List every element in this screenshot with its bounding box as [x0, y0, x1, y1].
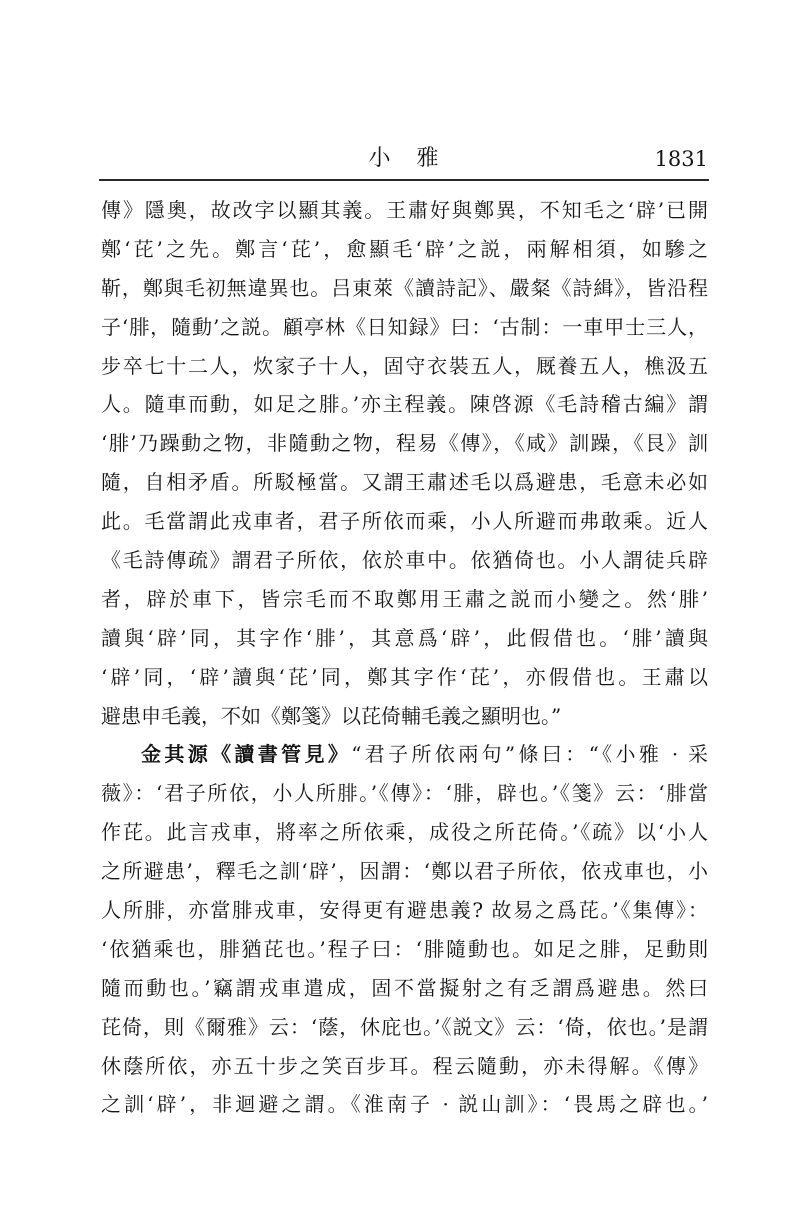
text-line: 薇》：‘君子所依，小人所腓。’《傳》：‘腓，辟也。’《箋》云：‘腓當	[101, 781, 708, 806]
text-line: 人所腓，亦當腓戎車，安得更有避患義? 故易之爲芘。’《集傳》：	[101, 898, 708, 923]
running-title: 小 雅	[368, 146, 441, 171]
text-column	[101, 191, 708, 1124]
text-line: 避患申毛義，不如《鄭箋》以芘倚輔毛義之顯明也。”	[101, 703, 562, 728]
text-line: 讀與‘辟’同，其字作‘腓’，其意爲‘辟’，此假借也。‘腓’讀與	[101, 625, 708, 650]
text-line: 此。毛當謂此戎車者，君子所依而乘，小人所避而弗敢乘。近人	[101, 509, 708, 534]
text-line: ‘依猶乘也，腓猶芘也。’程子曰：‘腓隨動也。如足之腓，足動則	[101, 936, 708, 961]
text-line: 之所避患’，釋毛之訓‘辟’，因謂：‘鄭以君子所依，依戎車也，小	[101, 859, 708, 884]
text-line: 靳，鄭與毛初無違異也。吕東萊《讀詩記》、嚴粲《詩緝》，皆沿程	[101, 275, 708, 300]
text-line: 隨而動也。’竊謂戎車遣成，固不當擬射之有乏謂爲避患。然曰	[101, 975, 708, 1000]
text-line: 休蔭所依，亦五十步之笑百步耳。程云隨動，亦未得解。《傳》	[101, 1053, 708, 1078]
text-line: 《毛詩傳疏》謂君子所依，依於車中。依猶倚也。小人謂徒兵辟	[101, 548, 708, 573]
paragraph-1	[101, 191, 708, 735]
page-number-zone	[441, 149, 709, 170]
text-line	[101, 735, 708, 774]
text-line: 之訓‘辟’，非迴避之謂。《淮南子 · 説山訓》：‘畏馬之辟也。’	[101, 1092, 708, 1117]
text-line: ‘腓’乃躁動之物，非隨動之物，程易《傳》，《咸》訓躁，《艮》訓	[101, 431, 708, 456]
text-line: ‘辟’同，‘辟’讀與‘芘’同，鄭其字作‘芘’，亦假借也。王肅以	[101, 664, 708, 689]
text-line: 隨，自相矛盾。所駁極當。又謂王肅述毛以爲避患，毛意未必如	[101, 470, 708, 495]
text-line: 人。隨車而動，如足之腓。’亦主程義。陳啓源《毛詩稽古編》謂	[101, 392, 708, 417]
paragraph-2	[101, 735, 708, 1124]
author-work-title: 金其源《讀書管見》	[141, 742, 352, 767]
text-line: 子‘腓，隨動’之説。顧亭林《日知録》曰：‘古制：一車甲士三人，	[101, 314, 708, 339]
text-line: 作芘。此言戎車，將率之所依乘，成役之所芘倚。’《疏》以‘小人	[101, 820, 708, 845]
text-segment: “君子所依兩句”條曰：“《小雅 · 采	[351, 742, 708, 767]
page-header	[101, 140, 708, 170]
text-line: 芘倚，則《爾雅》云：‘蔭，休庇也。’《説文》云：‘倚，依也。’是謂	[101, 1014, 708, 1039]
text-line: 傳》隱奧，故改字以顯其義。王肅好與鄭異，不知毛之‘辟’已開	[101, 198, 708, 222]
header-divider	[99, 179, 709, 181]
page-number: 1831	[654, 147, 709, 171]
text-line: 者，辟於車下，皆宗毛而不取鄭用王肅之説而小變之。然‘腓’	[101, 586, 708, 611]
text-line: 鄭‘芘’之先。鄭言‘芘’，愈顯毛‘辟’之説，兩解相須，如驂之	[101, 236, 708, 261]
text-line: 步卒七十二人，炊家子十人，固守衣裝五人，厩養五人，樵汲五	[101, 353, 708, 378]
